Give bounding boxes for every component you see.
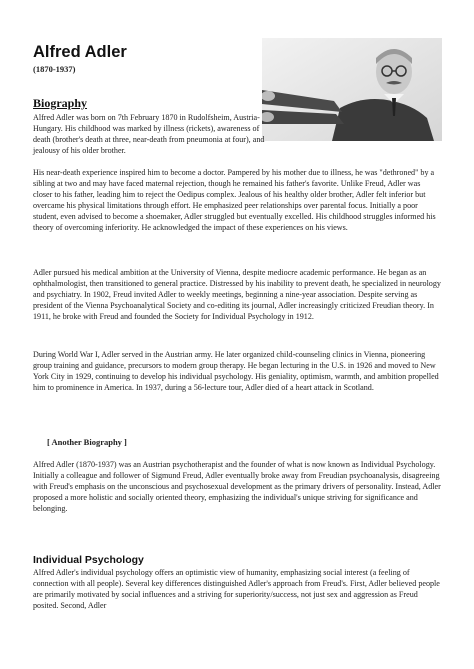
biography-paragraph-1-body: His near-death experience inspired him to become a doctor. Pampered by his mother due to illness, he was "dethroned" by a sibling at two and may have faced maternal rejection, though he remained his father's favorite. Unlike Freud, Adler was closer to his father, leading him to reject the Oedipus complex. Jealous of his healthy older brother, Adler felt inferior but overcame his physical limitations through effort. He emphasized peer relationships over parental focus. Initially a poor student, even advised to become a shoemaker, Adler struggled but eventually excelled. His childhood struggles informed his theory of overcoming inferiority. He acknowledged the impact of these experiences on his views. (33, 168, 436, 233)
biography-paragraph-3: During World War I, Adler served in the Austrian army. He later organized child-counseling clinics in Vienna, pioneering group training and guidance, precursors to modern group therapy. He began lecturing in the U.S. in 1926 and moved to New York City in 1929, continuing to develop his individual psychology. His geniality, optimism, warmth, and ambition propelled him to prominence in America. In 1937, during a 56-lecture tour, Adler died of a heart attack in Scotland. (33, 350, 439, 393)
portrait-photo (262, 38, 442, 141)
page-title: Alfred Adler (33, 43, 127, 61)
biography-paragraph-1-intro: Alfred Adler was born on 7th February 1870 in Rudolfsheim, Austria-Hungary. His childhood was marked by illness (rickets), awareness of death (brother's death at three, near-death from pneumonia at four), and jealousy of his older brother. (33, 113, 265, 156)
individual-psychology-heading: Individual Psychology (33, 554, 144, 566)
portrait-photo-icon (262, 38, 442, 141)
individual-psychology-paragraph: Alfred Adler's individual psychology offers an optimistic view of humanity, emphasizing social interest (a feeling of connection with all people). Several key differences distinguished Adler's approach from Freud's. First, Adler believed people are primarily motivated by social influences and a striving for superiority/success, not just sex and aggression as Freud posited. Second, Adler (33, 568, 440, 611)
another-biography-paragraph: Alfred Adler (1870-1937) was an Austrian psychotherapist and the founder of what is now known as Individual Psychology. Initially a colleague and follower of Sigmund Freud, Adler eventually broke away from Freudian psychoanalysis, disagreeing with Freud's emphasis on the unconscious and psychosexual development as the primary drivers of personality. Instead, Adler proposed a more holistic and socially oriented theory, emphasizing the individual's unique striving for significance and belonging. (33, 460, 441, 514)
biography-heading: Biography (33, 96, 88, 110)
biography-paragraph-2: Adler pursued his medical ambition at the University of Vienna, despite mediocre academic performance. He began as an ophthalmologist, then transitioned to general practice. Distressed by his inability to prevent death, he specialized in neurology and psychiatry. In 1902, Freud invited Adler to weekly meetings, beginning a nine-year association. Despite serving as president of the Vienna Psychoanalytical Society and co-editing its journal, Adler increasingly criticized Freudian theory. In 1911, he broke with Freud and founded the Society for Individual Psychology in 1912. (33, 268, 441, 322)
another-biography-heading: [ Another Biography ] (47, 437, 127, 447)
life-dates: (1870-1937) (33, 64, 76, 74)
